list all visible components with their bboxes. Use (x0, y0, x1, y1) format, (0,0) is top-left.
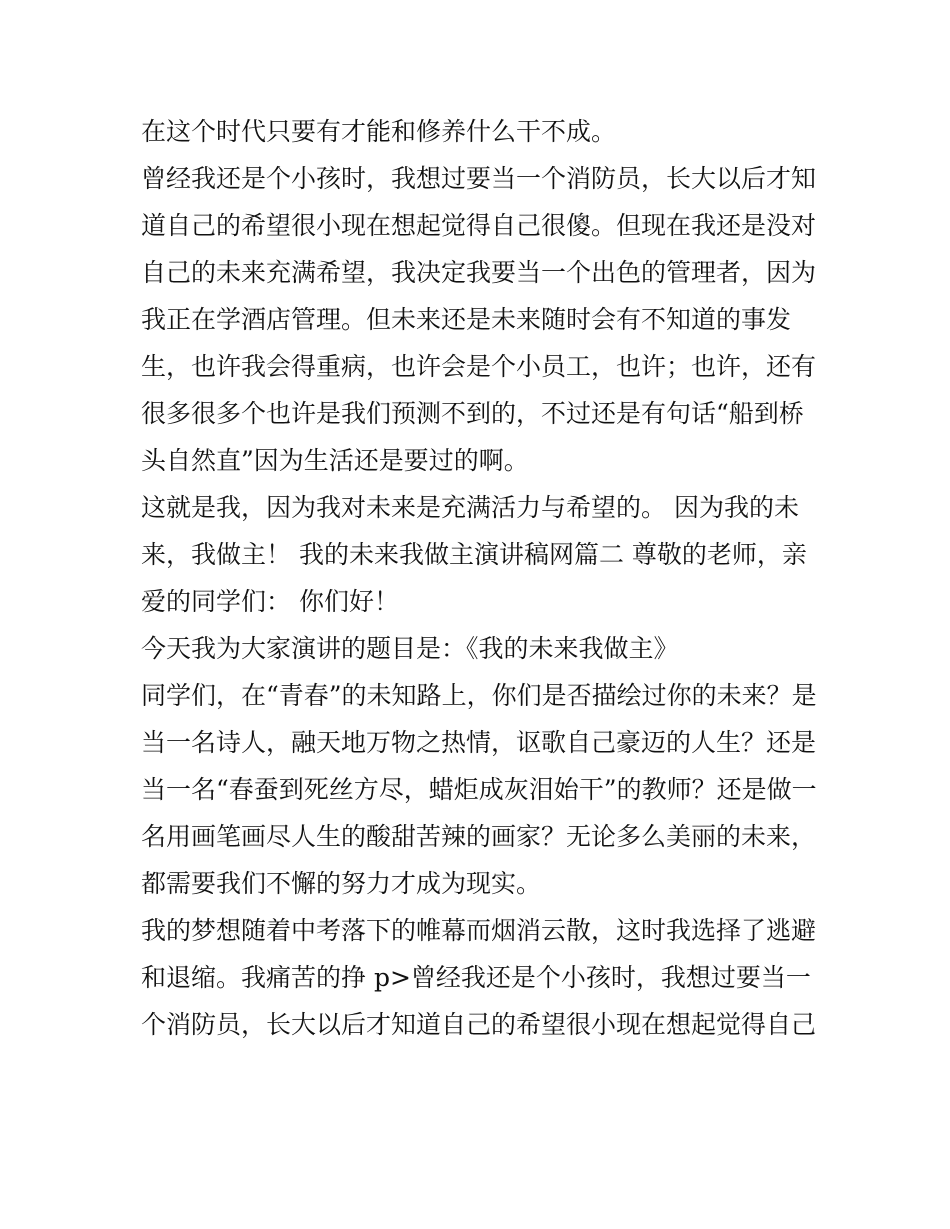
text-line: 当一名“春蚕到死丝方尽，蜡炬成灰泪始干”的教师？还是做一 (141, 775, 817, 804)
text-line: 在这个时代只要有才能和修养什么干不成。 (141, 117, 617, 146)
text-line: 生，也许我会得重病，也许会是个小员工，也许；也许，还有 (141, 352, 817, 381)
text-line: 名用画笔画尽人生的酸甜苦辣的画家？无论多么美丽的未来， (141, 822, 817, 851)
text-line: 同学们，在“青春”的未知路上，你们是否描绘过你的未来？是 (141, 681, 817, 710)
text-line: 这就是我，因为我对未来是充满活力与希望的。 因为我的未 (141, 493, 799, 522)
text-line: 很多很多个也许是我们预测不到的，不过还是有句话“船到桥 (141, 399, 804, 428)
text-line: 曾经我还是个小孩时，我想过要当一个消防员，长大以后才知 (141, 164, 817, 193)
text-line: 当一名诗人，融天地万物之热情，讴歌自己豪迈的人生？还是 (141, 728, 817, 757)
text-line: 来，我做主！ 我的未来我做主演讲稿网篇二 尊敬的老师，亲 (141, 540, 807, 569)
text-line: 头自然直”因为生活还是要过的啊。 (141, 446, 529, 475)
text-line: 道自己的希望很小现在想起觉得自己很傻。但现在我还是没对 (141, 211, 817, 240)
text-line: 和退缩。我痛苦的挣 p>曾经我还是个小孩时，我想过要当一 (141, 963, 811, 992)
text-line: 今天我为大家演讲的题目是：《我的未来我做主》 (141, 634, 679, 663)
text-line: 爱的同学们： 你们好！ (141, 587, 399, 616)
text-line: 都需要我们不懈的努力才成为现实。 (141, 869, 542, 898)
text-line: 个消防员，长大以后才知道自己的希望很小现在想起觉得自己 (141, 1010, 817, 1039)
text-line: 我的梦想随着中考落下的帷幕而烟消云散，这时我选择了逃避 (141, 916, 817, 945)
text-line: 自己的未来充满希望，我决定我要当一个出色的管理者，因为 (141, 258, 817, 287)
text-line: 我正在学酒店管理。但未来还是未来随时会有不知道的事发 (141, 305, 792, 334)
document-body (141, 108, 817, 1048)
